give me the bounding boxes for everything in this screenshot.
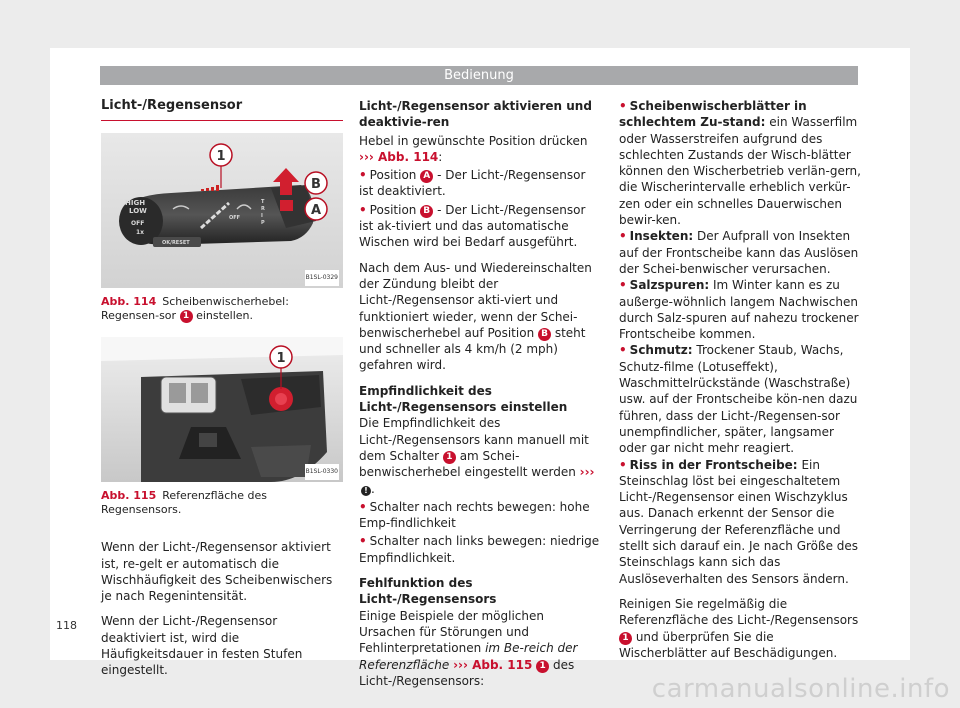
text: - Der Licht-/Regensensor ist ak-tiviert und das automatische Wischen wird bei Bedarf ausgeführt. (359, 202, 586, 250)
paragraph (359, 133, 601, 166)
label-ok-reset: OK/RESET (162, 240, 190, 247)
bullet-icon: • (359, 202, 367, 217)
callout-1-inline: 1 (180, 310, 193, 323)
bullet-item (619, 342, 861, 456)
key-b-badge: B (538, 328, 551, 341)
bullet-item (619, 457, 861, 587)
text: Der Aufprall von Insekten auf der Frontscheibe kann das Auslösen der Schei-benwischer verursachen. (619, 229, 859, 276)
bullet-icon: • (619, 343, 627, 358)
bold-term: Riss in der Frontscheibe: (629, 457, 798, 472)
column-middle (359, 98, 601, 698)
bullet-item (359, 499, 601, 532)
text: - Der Licht-/Regensensor ist deaktiviert. (359, 168, 586, 199)
caption-text-end: einstellen. (196, 309, 254, 323)
label-off: OFF (131, 220, 145, 228)
bullet-icon: • (619, 457, 627, 472)
figure-code: B1SL-0330 (305, 464, 339, 480)
bold-term: Insekten: (629, 229, 694, 244)
section-title-wrap (101, 98, 343, 121)
subheading: Licht-/Regensensor aktivieren und deaktivie-ren (359, 99, 592, 130)
warning-ref-link[interactable]: ››› (579, 465, 595, 480)
figure-code: B1SL-0329 (305, 270, 339, 286)
wiper-lever-illustration (101, 133, 343, 288)
key-b-badge: B (420, 205, 433, 218)
bullet-item (359, 202, 601, 251)
section-title: Licht-/Regensensor (101, 98, 243, 113)
text: Hebel in gewünschte Position drücken (359, 133, 588, 148)
bullet-item (359, 533, 601, 566)
bullet-item (359, 167, 601, 200)
callout-1-inline: 1 (536, 660, 549, 673)
warning-icon: ! (361, 486, 371, 496)
label-off-2: OFF (229, 215, 241, 222)
text: am Schei-benwischerhebel eingestellt werden (359, 448, 576, 480)
bold-term: Scheibenwischerblätter in schlechtem Zu-stand: (619, 99, 807, 130)
text: Nach dem Aus- und Wiedereinschalten der Zündung bleibt der Licht-/Regensensor akti-viert und funktioniert wieder, wenn der Schei-benwischerhebel auf Position (359, 260, 592, 340)
subheading: Fehlfunktion des Licht-/Regensensors (359, 576, 497, 607)
callout-B-label: B (311, 177, 321, 193)
watermark: carmanualsonline.info (651, 674, 950, 704)
text: ein Wasserfilm oder Wasserstreifen aufgrund des schlechten Zustands der Wisch-blätter können den Wischerbetrieb verlän-gern, die Wischerintervalle erheblich verkür-zen oder ein schnelles Dauerwischen bewir-ken. (619, 115, 861, 228)
subheading: Empfindlichkeit des Licht-/Regensensors einstellen (359, 383, 568, 415)
paragraph: Wenn der Licht-/Regensensor deaktiviert ist, wird die Häufigkeitsdauer in festen Stufen eingestellt. (101, 614, 303, 678)
callout-1-label: 1 (276, 351, 286, 367)
text: Position (369, 168, 417, 183)
bullet-icon: • (359, 534, 367, 549)
key-a-badge: A (420, 170, 433, 183)
figure-caption (101, 288, 343, 323)
figure-number: Abb. 115 (101, 489, 157, 503)
column-right (619, 98, 861, 670)
figure-ref-link[interactable]: ››› Abb. 114 (359, 149, 439, 164)
figure-number: Abb. 114 (101, 295, 157, 309)
bullet-item (619, 277, 861, 342)
bullet-item (619, 98, 861, 228)
label-1x: 1x (136, 229, 145, 237)
bullet-icon: • (619, 229, 627, 244)
text: : (438, 149, 443, 164)
paragraph: Wenn der Licht-/Regensensor aktiviert ist, re-gelt er automatisch die Wischhäufigkeit des Scheibenwischers je nach Regenintensität. (101, 540, 333, 604)
text: Position (369, 202, 417, 217)
callout-1-inline: 1 (443, 451, 456, 464)
italic-text: im Be-reich der Referenzfläche (359, 641, 578, 672)
label-p: P (261, 220, 265, 227)
text: Im Winter kann es zu außerge-wöhnlich langem Nachwischen durch Salz-spuren auf nahezu trockener Frontscheibe kommen. (619, 278, 859, 342)
callout-1-label: 1 (216, 149, 226, 165)
bullet-icon: • (359, 499, 367, 514)
paragraph: Die Empfindlichkeit des Licht-/Regensensors kann manuell mit dem Schalter 1 am Schei-benwischerhebel eingestellt werden ›››! . (359, 416, 595, 496)
rain-sensor-illustration (101, 337, 343, 482)
text: Reinigen Sie regelmäßig die Referenzfläche des Licht-/Regensensors (619, 596, 859, 628)
label-t: T (261, 199, 265, 206)
label-high: HIGH (125, 199, 146, 208)
callout-A-label: A (310, 203, 322, 219)
text: Die Empfindlichkeit des Licht-/Regensensors kann manuell mit dem Schalter (359, 416, 589, 463)
bullet-icon: • (359, 168, 367, 183)
label-low: LOW (129, 207, 147, 216)
text: und überprüfen Sie die Wischerblätter auf Beschädigungen. (619, 629, 838, 660)
column-left (101, 98, 343, 688)
text: des Licht-/Regensensors: (359, 657, 575, 688)
text: Einige Beispiele der möglichen Ursachen für Störungen und Fehlinterpretationen (359, 608, 544, 656)
label-i: I (261, 213, 263, 220)
bullet-icon: • (619, 99, 627, 113)
caption-text: Referenzfläche des Regensensors. (101, 489, 268, 517)
caption-text: Scheibenwischerhebel: Regensen-sor (101, 295, 289, 323)
text: steht und schneller als 4 km/h (2 mph) gefahren wird. (359, 325, 586, 373)
bullet-item (619, 228, 861, 277)
bullet-icon: • (619, 278, 627, 293)
bold-term: Schmutz: (629, 343, 693, 358)
text: Schalter nach links bewegen: niedrige Empfindlichkeit. (359, 534, 600, 565)
paragraph (359, 608, 601, 689)
paragraph (359, 260, 601, 374)
label-r: R (261, 206, 265, 213)
text: Schalter nach rechts bewegen: hohe Emp-findlichkeit (359, 499, 590, 531)
figure-ref-link[interactable]: ››› Abb. 115 (453, 657, 533, 672)
figure-rain-sensor (101, 337, 343, 482)
figure-wiper-lever (101, 133, 343, 288)
text: Trockener Staub, Wachs, Schutz-filme (Lotuseffekt), Waschmittelrückstände (Waschstraße) usw. auf der Frontscheibe kön-nen dazu führen, dass der Licht-/Regensen-sor unempfindlicher, später, langsamer oder gar nicht mehr reagiert. (619, 343, 858, 456)
paragraph (619, 596, 861, 661)
chapter-header: Bedienung (100, 66, 858, 85)
text: Ein Steinschlag löst bei eingeschaltetem Licht-/Regensensor einen Wischzyklus aus. Danach erkennt der Sensor die Verringerung der Referenzfläche und stellt sich darauf ein. Je nach Größe des Steinschlags kann sich das Auslöseverhalten des Sensors ändern. (619, 457, 859, 586)
figure-caption (101, 482, 343, 517)
callout-1-inline: 1 (619, 632, 632, 645)
page-number: 118 (56, 619, 77, 632)
bold-term: Salzspuren: (629, 278, 710, 293)
